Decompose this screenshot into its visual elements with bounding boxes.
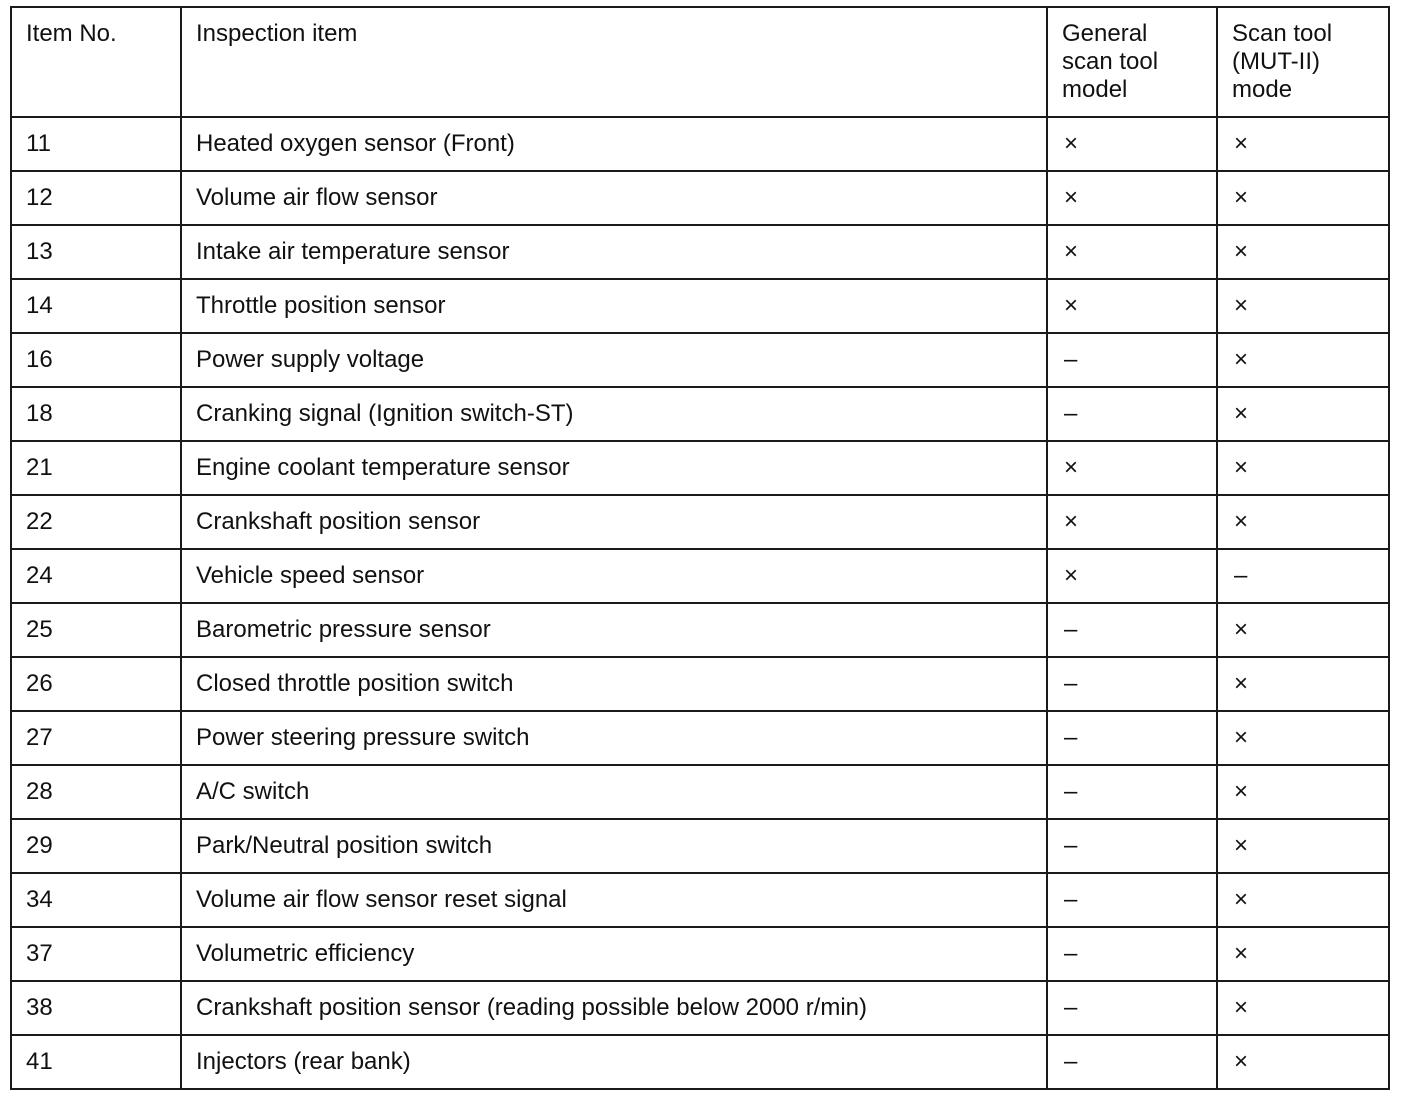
item-no-cell: 37 xyxy=(11,927,181,981)
support-mark: – xyxy=(1064,724,1078,751)
support-mark: × xyxy=(1064,508,1079,535)
item-no-cell: 13 xyxy=(11,225,181,279)
support-mark: × xyxy=(1234,724,1249,751)
table-row xyxy=(11,549,1389,603)
support-mark: – xyxy=(1064,1048,1078,1075)
item-no-cell: 27 xyxy=(11,711,181,765)
scan-tool-mut-cell xyxy=(1217,279,1389,333)
item-no-cell: 11 xyxy=(11,117,181,171)
table-row xyxy=(11,279,1389,333)
scan-tool-mut-cell xyxy=(1217,171,1389,225)
item-no-cell: 25 xyxy=(11,603,181,657)
scan-tool-mut-cell xyxy=(1217,927,1389,981)
general-scan-tool-cell xyxy=(1047,171,1217,225)
support-mark: – xyxy=(1064,832,1078,859)
item-no-cell: 34 xyxy=(11,873,181,927)
support-mark: – xyxy=(1064,670,1078,697)
general-scan-tool-cell xyxy=(1047,927,1217,981)
table-row xyxy=(11,225,1389,279)
inspection-item-cell: A/C switch xyxy=(181,765,1047,819)
item-no-cell: 41 xyxy=(11,1035,181,1089)
support-mark: – xyxy=(1064,616,1078,643)
scan-tool-mut-cell xyxy=(1217,873,1389,927)
support-mark: × xyxy=(1234,670,1249,697)
general-scan-tool-cell xyxy=(1047,495,1217,549)
table-body xyxy=(11,117,1389,1089)
table-row xyxy=(11,765,1389,819)
table-row xyxy=(11,819,1389,873)
header-scan-tool-mut: Scan tool (MUT-II) mode xyxy=(1217,7,1389,117)
item-no-cell: 18 xyxy=(11,387,181,441)
inspection-item-cell: Barometric pressure sensor xyxy=(181,603,1047,657)
inspection-item-cell: Crankshaft position sensor xyxy=(181,495,1047,549)
support-mark: – xyxy=(1234,562,1248,589)
inspection-item-cell: Heated oxygen sensor (Front) xyxy=(181,117,1047,171)
inspection-item-cell: Crankshaft position sensor (reading possible below 2000 r/min) xyxy=(181,981,1047,1035)
table-row xyxy=(11,873,1389,927)
item-no-cell: 21 xyxy=(11,441,181,495)
scan-tool-mut-cell xyxy=(1217,819,1389,873)
table-row xyxy=(11,441,1389,495)
item-no-cell: 26 xyxy=(11,657,181,711)
scan-tool-mut-cell xyxy=(1217,765,1389,819)
item-no-cell: 29 xyxy=(11,819,181,873)
support-mark: – xyxy=(1064,400,1078,427)
table-row xyxy=(11,495,1389,549)
support-mark: × xyxy=(1234,1048,1249,1075)
table-row xyxy=(11,1035,1389,1089)
support-mark: × xyxy=(1234,346,1249,373)
inspection-item-cell: Power steering pressure switch xyxy=(181,711,1047,765)
general-scan-tool-cell xyxy=(1047,711,1217,765)
item-no-cell: 38 xyxy=(11,981,181,1035)
scan-tool-mut-cell xyxy=(1217,981,1389,1035)
general-scan-tool-cell xyxy=(1047,765,1217,819)
general-scan-tool-cell xyxy=(1047,1035,1217,1089)
support-mark: × xyxy=(1064,130,1079,157)
table-row xyxy=(11,333,1389,387)
inspection-table xyxy=(10,6,1390,1090)
support-mark: × xyxy=(1234,238,1249,265)
general-scan-tool-cell xyxy=(1047,981,1217,1035)
inspection-item-cell: Throttle position sensor xyxy=(181,279,1047,333)
support-mark: × xyxy=(1064,184,1079,211)
table-header xyxy=(11,7,1389,117)
support-mark: × xyxy=(1234,292,1249,319)
scan-tool-mut-cell xyxy=(1217,495,1389,549)
header-inspection-item: Inspection item xyxy=(181,7,1047,117)
general-scan-tool-cell xyxy=(1047,225,1217,279)
support-mark: × xyxy=(1234,616,1249,643)
support-mark: × xyxy=(1234,508,1249,535)
inspection-item-cell: Engine coolant temperature sensor xyxy=(181,441,1047,495)
support-mark: × xyxy=(1234,130,1249,157)
item-no-cell: 14 xyxy=(11,279,181,333)
scan-tool-mut-cell xyxy=(1217,1035,1389,1089)
table-row xyxy=(11,981,1389,1035)
inspection-item-cell: Volumetric efficiency xyxy=(181,927,1047,981)
scan-tool-mut-cell xyxy=(1217,711,1389,765)
general-scan-tool-cell xyxy=(1047,333,1217,387)
support-mark: × xyxy=(1234,886,1249,913)
general-scan-tool-cell xyxy=(1047,441,1217,495)
inspection-item-cell: Power supply voltage xyxy=(181,333,1047,387)
header-general-scan-tool: General scan tool model xyxy=(1047,7,1217,117)
inspection-item-cell: Volume air flow sensor reset signal xyxy=(181,873,1047,927)
support-mark: × xyxy=(1234,400,1249,427)
inspection-item-cell: Cranking signal (Ignition switch-ST) xyxy=(181,387,1047,441)
scan-tool-mut-cell xyxy=(1217,603,1389,657)
support-mark: – xyxy=(1064,940,1078,967)
general-scan-tool-cell xyxy=(1047,603,1217,657)
support-mark: – xyxy=(1064,994,1078,1021)
support-mark: × xyxy=(1234,778,1249,805)
general-scan-tool-cell xyxy=(1047,387,1217,441)
support-mark: × xyxy=(1234,994,1249,1021)
support-mark: × xyxy=(1064,292,1079,319)
general-scan-tool-cell xyxy=(1047,549,1217,603)
table-row xyxy=(11,603,1389,657)
table-row xyxy=(11,657,1389,711)
table-row xyxy=(11,927,1389,981)
support-mark: × xyxy=(1234,940,1249,967)
scan-tool-mut-cell xyxy=(1217,549,1389,603)
header-row xyxy=(11,7,1389,117)
table-row xyxy=(11,711,1389,765)
header-item-no: Item No. xyxy=(11,7,181,117)
scan-tool-mut-cell xyxy=(1217,387,1389,441)
table-row xyxy=(11,171,1389,225)
table-row xyxy=(11,117,1389,171)
item-no-cell: 16 xyxy=(11,333,181,387)
general-scan-tool-cell xyxy=(1047,819,1217,873)
support-mark: × xyxy=(1064,238,1079,265)
item-no-cell: 12 xyxy=(11,171,181,225)
general-scan-tool-cell xyxy=(1047,657,1217,711)
inspection-item-cell: Intake air temperature sensor xyxy=(181,225,1047,279)
support-mark: – xyxy=(1064,346,1078,373)
table-row xyxy=(11,387,1389,441)
scan-tool-mut-cell xyxy=(1217,657,1389,711)
support-mark: × xyxy=(1234,832,1249,859)
scan-tool-mut-cell xyxy=(1217,225,1389,279)
item-no-cell: 28 xyxy=(11,765,181,819)
inspection-item-cell: Injectors (rear bank) xyxy=(181,1035,1047,1089)
support-mark: × xyxy=(1234,454,1249,481)
inspection-item-cell: Vehicle speed sensor xyxy=(181,549,1047,603)
general-scan-tool-cell xyxy=(1047,279,1217,333)
inspection-item-cell: Closed throttle position switch xyxy=(181,657,1047,711)
general-scan-tool-cell xyxy=(1047,873,1217,927)
scan-tool-mut-cell xyxy=(1217,117,1389,171)
inspection-item-cell: Park/Neutral position switch xyxy=(181,819,1047,873)
inspection-item-cell: Volume air flow sensor xyxy=(181,171,1047,225)
scan-tool-mut-cell xyxy=(1217,441,1389,495)
scan-tool-mut-cell xyxy=(1217,333,1389,387)
support-mark: – xyxy=(1064,778,1078,805)
support-mark: × xyxy=(1064,454,1079,481)
support-mark: × xyxy=(1234,184,1249,211)
general-scan-tool-cell xyxy=(1047,117,1217,171)
support-mark: – xyxy=(1064,886,1078,913)
item-no-cell: 22 xyxy=(11,495,181,549)
support-mark: × xyxy=(1064,562,1079,589)
item-no-cell: 24 xyxy=(11,549,181,603)
